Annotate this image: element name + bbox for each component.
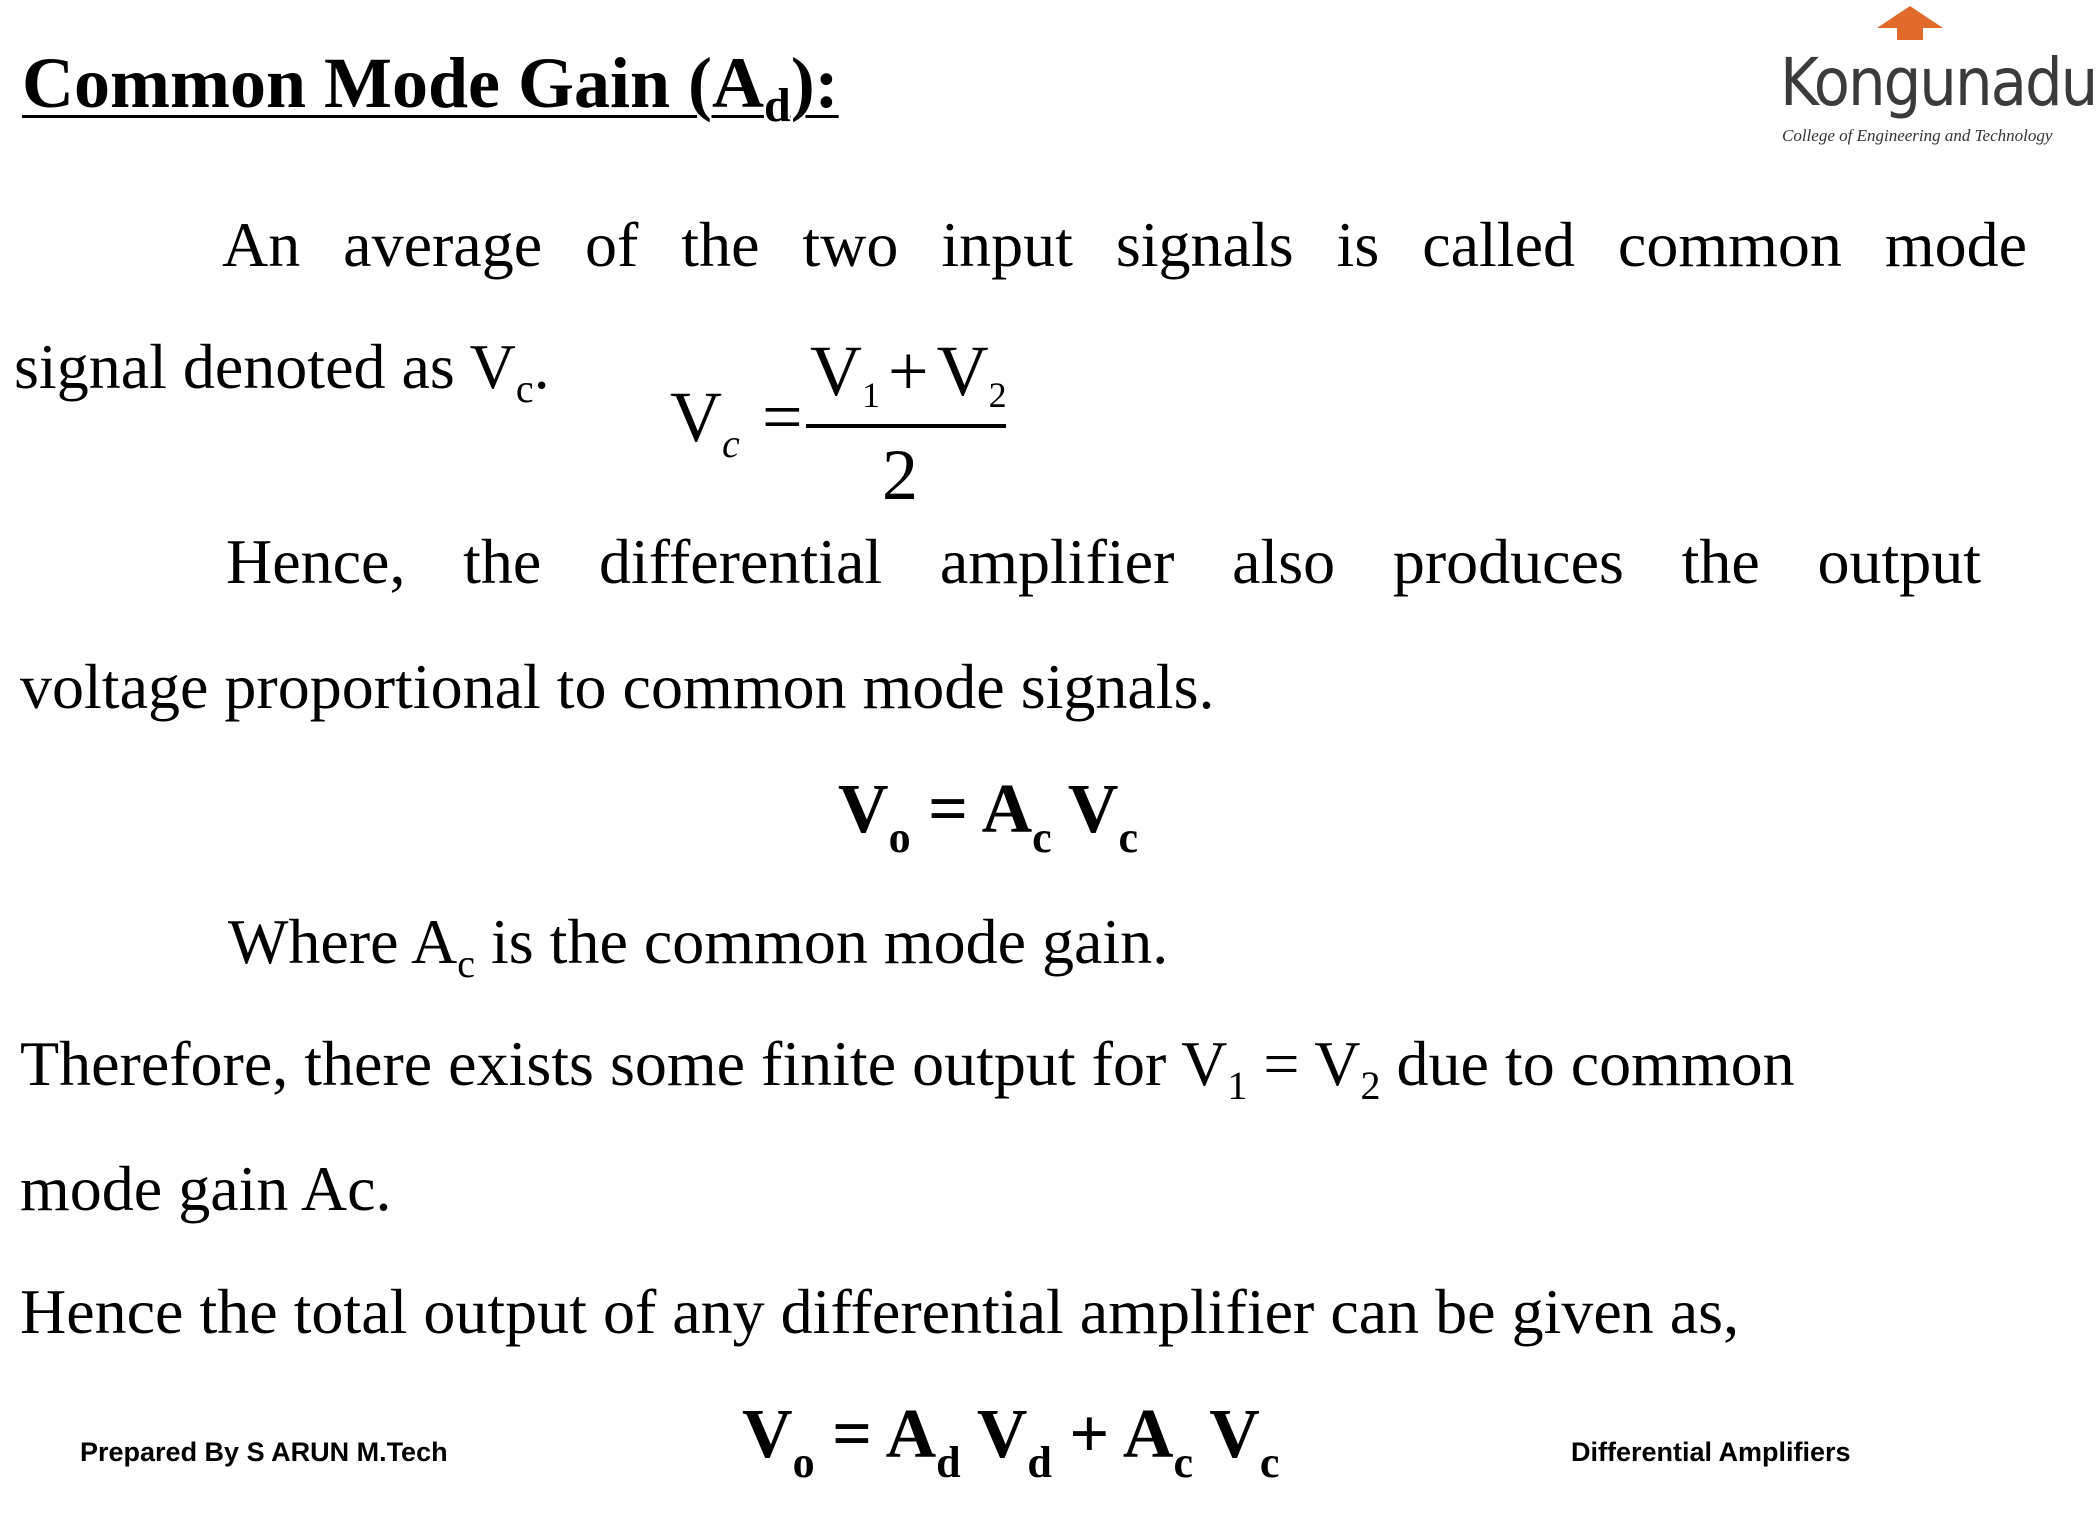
paragraph1-line2: signal denoted as $V_c$. — [14, 331, 550, 411]
therefore-line1: Therefore, there exists some finite output for $V_1 = V_2$ due to common — [20, 1028, 1795, 1108]
slide-title: Common Mode Gain $(A_d)$: — [22, 43, 839, 132]
logo-roof-icon — [1875, 4, 1945, 44]
therefore-line2: mode gain Ac. — [20, 1153, 392, 1224]
logo-name: Kongunadu — [1780, 44, 2096, 121]
paragraph2-line2: voltage proportional to common mode signals. — [20, 651, 1215, 722]
equation-total-output: $V_o = A_d$ $V_d + A_c$ $V_c$ — [742, 1396, 1280, 1487]
hence-total-line: Hence the total output of any differential amplifier can be given as, — [20, 1276, 1740, 1347]
college-logo — [1780, 4, 2096, 154]
footer-topic: Differential Amplifiers — [1571, 1437, 1851, 1467]
where-line: Where $A_c$ is the common mode gain. — [228, 906, 1169, 986]
paragraph2-line1: Hence, the differential amplifier also produces the output — [226, 526, 1981, 597]
formula-vc: $V_c$ = $V_1 + V_2$ 2 — [670, 331, 1007, 515]
paragraph1-line1: An average of the two input signals is called common mode — [222, 209, 2027, 280]
equation-vo-ac-vc: $V_o = A_c$ $V_c$ — [838, 771, 1138, 862]
logo-subtitle: College of Engineering and Technology — [1782, 126, 2053, 145]
footer-author: Prepared By S ARUN M.Tech — [80, 1437, 448, 1467]
fraction-bar — [806, 424, 1006, 428]
